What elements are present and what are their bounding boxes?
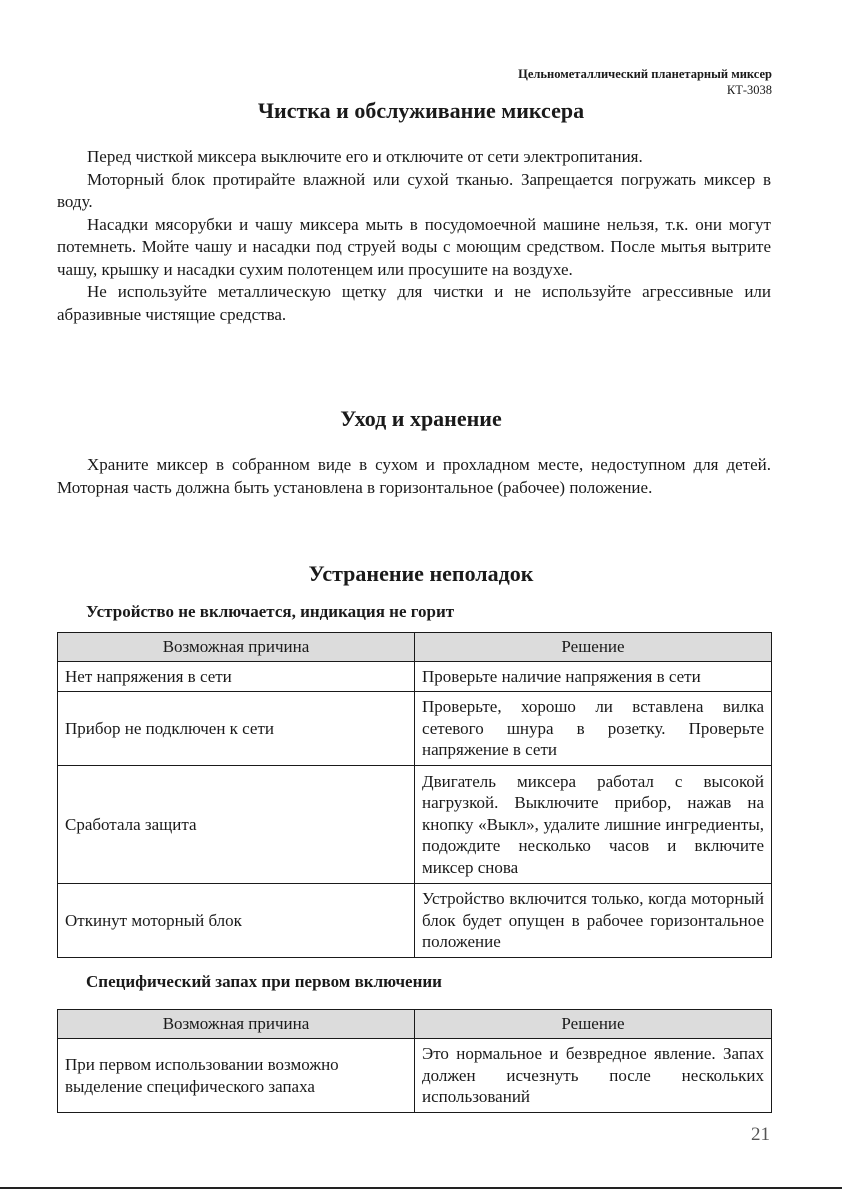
header-product: Цельнометаллический планетарный миксер [518,67,772,81]
cause-cell: Откинут моторный блок [58,884,415,958]
troubleshooting-table [57,1009,772,1113]
column-header-cause: Возможная причина [58,633,415,662]
storage-text [57,454,771,499]
problem-heading: Специфический запах при первом включении [86,972,442,991]
table-row [58,662,772,692]
cause-cell: Нет напряжения в сети [58,662,415,692]
column-header-cause: Возможная причина [58,1010,415,1039]
table-row [58,1039,772,1113]
bottom-divider [0,1187,842,1189]
cleaning-paragraph: Насадки мясорубки и чашу миксера мыть в посудомоечной машине нельзя, т.к. они могут потемнеть. Мойте чашу и насадки под струей воды с моющим средством. После мытья вытрите чашу, крышку и насадки сухим полотенцем или просушите на воздухе. [57,214,771,279]
cleaning-paragraph: Перед чисткой миксера выключите его и отключите от сети электропитания. [87,147,643,166]
solution-cell: Проверьте наличие напряжения в сети [415,662,772,692]
problem-heading: Устройство не включается, индикация не горит [86,602,455,621]
cleaning-paragraph: Не используйте металлическую щетку для чистки и не используйте агрессивные или абразивные чистящие средства. [57,282,771,324]
solution-cell: Проверьте, хорошо ли вставлена вилка сетевого шнура в розетку. Проверьте напряжение в сети [415,692,772,766]
solution-cell: Устройство включится только, когда моторный блок будет опущен в рабочее горизонтальное положение [415,884,772,958]
cause-cell: При первом использовании возможно выделение специфического запаха [58,1039,415,1113]
troubleshooting-table [57,632,772,958]
page-number: 21 [751,1124,770,1145]
cleaning-text [57,146,771,326]
storage-paragraph: Храните миксер в собранном виде в сухом и прохладном месте, недоступном для детей. Моторная часть должна быть установлена в горизонтальное (рабочее) положение. [57,455,771,497]
column-header-solution: Решение [415,1010,772,1039]
table-row [58,692,772,766]
header-model: КТ-3038 [726,83,772,97]
troubleshooting-title: Устранение неполадок [308,561,534,586]
table-row [58,884,772,958]
table-header-row [58,1010,772,1039]
cleaning-paragraph: Моторный блок протирайте влажной или сухой тканью. Запрещается погружать миксер в воду. [57,169,771,211]
solution-cell: Двигатель миксера работал с высокой нагрузкой. Выключите прибор, нажав на кнопку «Выкл», удалите лишние ингредиенты, подождите несколько часов и включите миксер снова [415,766,772,884]
running-header [518,66,772,98]
solution-cell: Это нормальное и безвредное явление. Запах должен исчезнуть после нескольких использований [415,1039,772,1113]
cause-cell: Сработала защита [58,766,415,884]
cleaning-title: Чистка и обслуживание миксера [257,98,585,123]
storage-title: Уход и хранение [340,406,502,431]
column-header-solution: Решение [415,633,772,662]
cause-cell: Прибор не подключен к сети [58,692,415,766]
table-row [58,766,772,884]
table-header-row [58,633,772,662]
